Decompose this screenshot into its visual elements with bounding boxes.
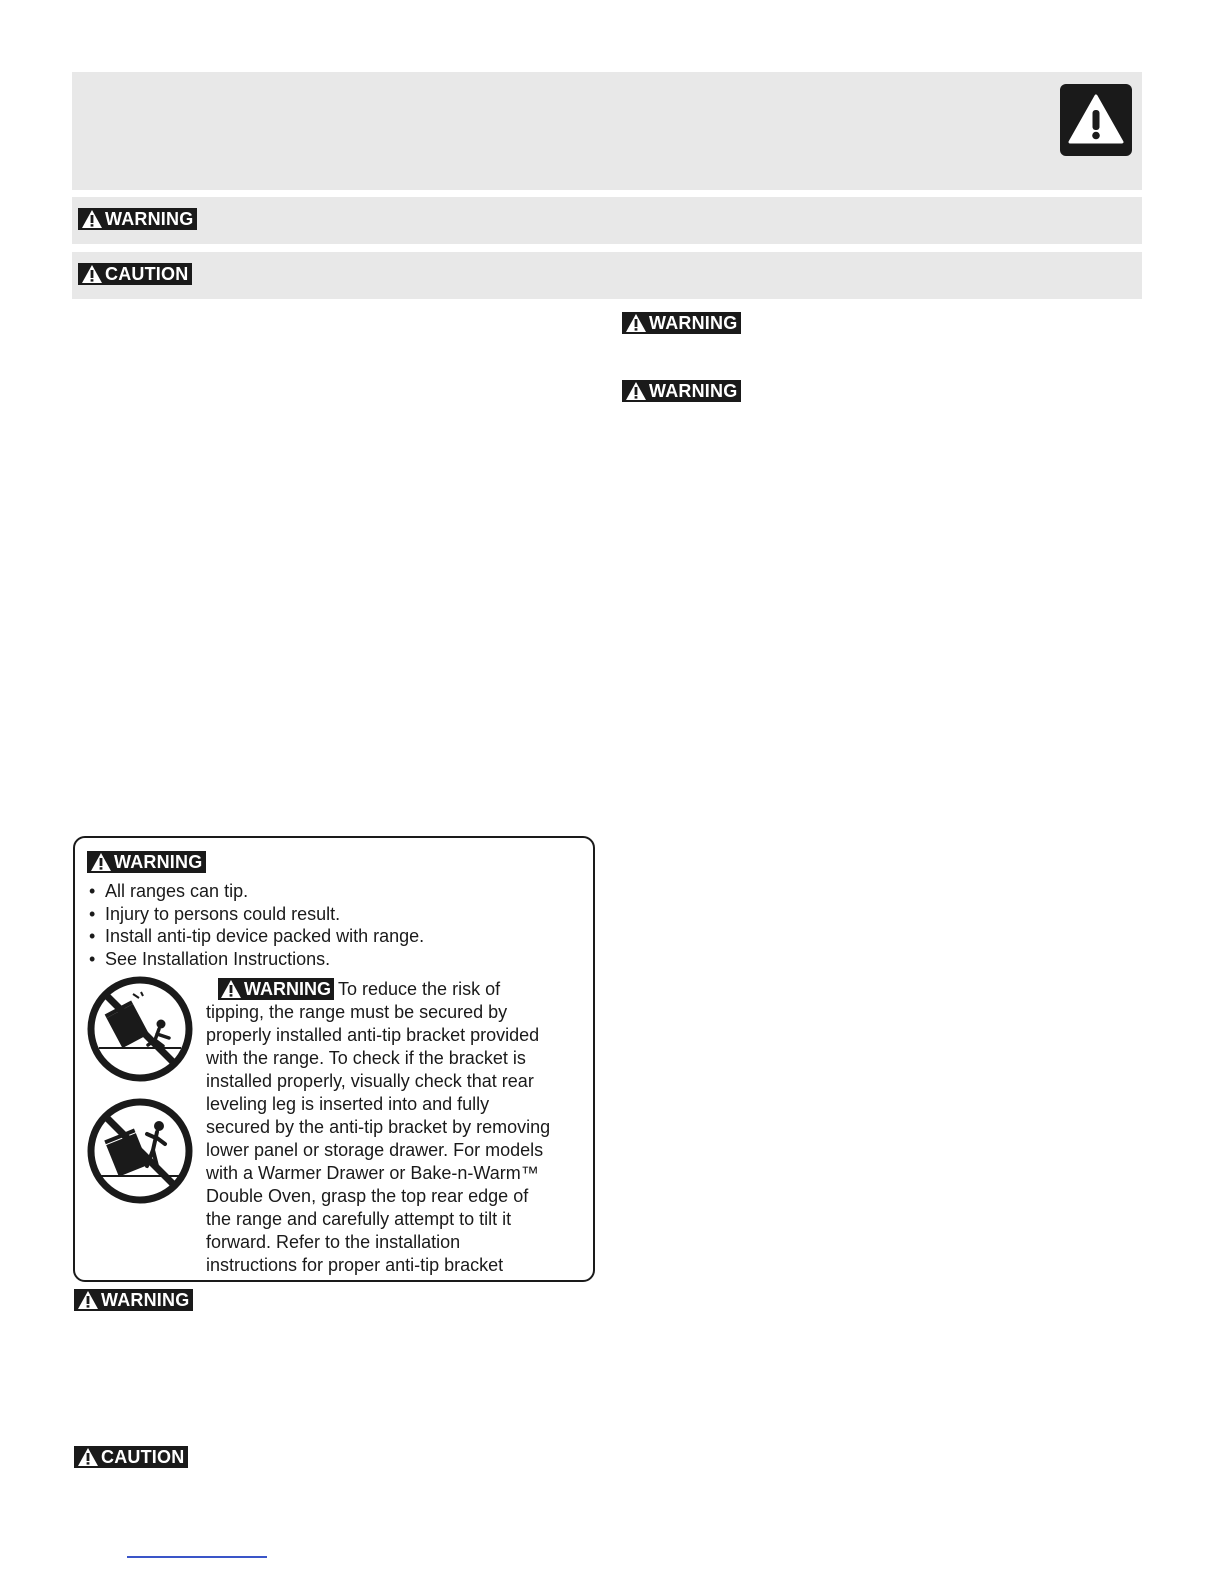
no-climbing-range-icon bbox=[85, 1096, 195, 1206]
instruction-line: Double Oven, grasp the top rear edge of bbox=[206, 1186, 529, 1206]
instruction-first-line bbox=[206, 978, 586, 1001]
warning-label: WARNING bbox=[649, 381, 738, 401]
alert-icon bbox=[77, 1290, 99, 1310]
panel-warning-label: WARNING bbox=[114, 852, 203, 872]
header-band bbox=[72, 72, 1142, 190]
warning-badge-top bbox=[78, 208, 197, 230]
warning-label: WARNING bbox=[649, 313, 738, 333]
warning-label: WARNING bbox=[101, 1290, 190, 1310]
instruction-line: lower panel or storage drawer. For models bbox=[206, 1140, 544, 1160]
list-item: • See Installation Instructions. bbox=[89, 948, 424, 971]
caution-label: CAUTION bbox=[101, 1447, 185, 1467]
alert-icon bbox=[625, 313, 647, 333]
instruction-line: secured by the anti-tip bracket by removing bbox=[206, 1117, 551, 1137]
instruction-line: the range and carefully attempt to tilt it bbox=[206, 1209, 512, 1229]
list-item: • Install anti-tip device packed with range. bbox=[89, 925, 424, 948]
warning-badge-bottom bbox=[74, 1289, 193, 1311]
warning-triangle-icon bbox=[1060, 84, 1132, 156]
anti-tip-warning-panel bbox=[73, 836, 595, 1282]
alert-icon bbox=[625, 381, 647, 401]
instruction-line: tipping, the range must be secured by bbox=[206, 1002, 508, 1022]
instruction-line: leveling leg is inserted into and fully bbox=[206, 1094, 490, 1114]
tip-bullet-list bbox=[89, 880, 424, 970]
instruction-line: installed properly, visually check that rear bbox=[206, 1071, 534, 1091]
caution-band bbox=[72, 252, 1142, 299]
warning-badge-right-1 bbox=[622, 312, 741, 334]
warning-badge-right-2 bbox=[622, 380, 741, 402]
instruction-line: with the range. To check if the bracket is bbox=[206, 1048, 526, 1068]
list-item: • Injury to persons could result. bbox=[89, 903, 424, 926]
caution-badge-top bbox=[78, 263, 192, 285]
caution-label: CAUTION bbox=[105, 264, 189, 284]
alert-icon bbox=[81, 209, 103, 229]
panel-warning-badge bbox=[87, 851, 206, 873]
instruction-line: instructions for proper anti-tip bracket bbox=[206, 1255, 504, 1275]
inline-warning-label: WARNING bbox=[244, 979, 331, 999]
alert-icon bbox=[81, 264, 103, 284]
no-tipping-range-icon bbox=[85, 974, 195, 1084]
alert-icon bbox=[77, 1447, 99, 1467]
instruction-text: To reduce the risk of bbox=[338, 979, 501, 999]
anti-tip-instructions bbox=[206, 978, 586, 1277]
caution-badge-bottom bbox=[74, 1446, 188, 1468]
alert-icon bbox=[90, 852, 112, 872]
warning-label: WARNING bbox=[105, 209, 194, 229]
footer-link-underline[interactable] bbox=[127, 1556, 267, 1558]
instruction-line: forward. Refer to the installation bbox=[206, 1232, 461, 1252]
list-item: • All ranges can tip. bbox=[89, 880, 424, 903]
inline-warning-badge bbox=[218, 978, 334, 1000]
warning-band bbox=[72, 197, 1142, 244]
instruction-line: properly installed anti-tip bracket provided bbox=[206, 1025, 540, 1045]
instruction-line: with a Warmer Drawer or Bake-n-Warm™ bbox=[206, 1163, 539, 1183]
